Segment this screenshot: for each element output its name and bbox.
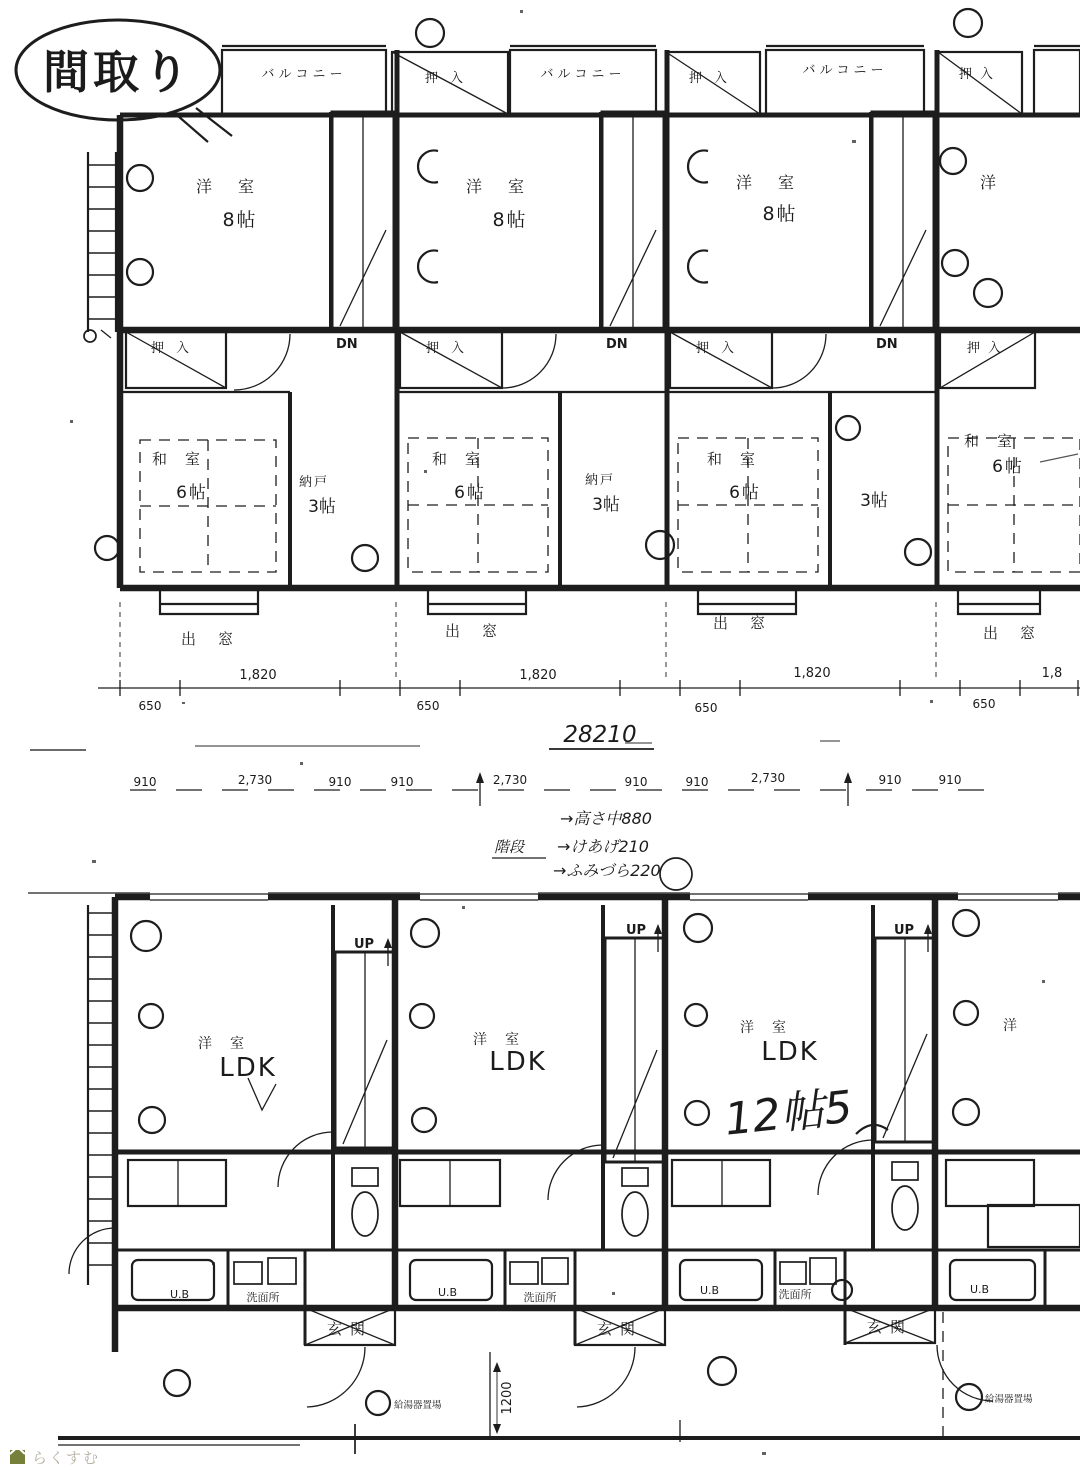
toilet-unit3 <box>892 1162 918 1230</box>
stair-notes <box>492 809 692 890</box>
storage-size-3: 3帖 <box>592 495 620 515</box>
entry-door-arc <box>937 1345 993 1401</box>
room-label-western: 洋室 <box>473 1032 537 1048</box>
bay-window-label: 出窓 <box>712 614 788 632</box>
balcony-3 <box>766 50 924 114</box>
balcony-label: バルコニー <box>540 67 626 82</box>
storage-label: 納戸 <box>584 473 616 488</box>
closet-label: 押入 <box>150 341 202 356</box>
door-arcs-1f <box>278 1132 873 1200</box>
dim-1820-partial: 1,8 <box>1041 666 1063 681</box>
equip-note: 給湯器置場 <box>985 1394 1033 1405</box>
entrance-label: 玄関 <box>596 1320 644 1338</box>
entry-door-arc <box>577 1347 635 1407</box>
door-arc <box>772 334 826 388</box>
ldk-size-handwritten: 12帖5 <box>722 1081 855 1146</box>
dim-910: 910 <box>328 775 352 789</box>
bay-window-label: 出窓 <box>982 624 1058 642</box>
note-heading: 階段 <box>494 838 525 856</box>
note-tread: →ふみづら220 <box>553 861 661 880</box>
dim-650: 650 <box>416 699 440 713</box>
bathtub-unit4 <box>950 1260 1035 1300</box>
mid-closets-2f <box>126 332 1035 390</box>
up-label: UP <box>894 923 915 938</box>
page-title: 間取り <box>43 45 193 99</box>
first-floor-plan <box>28 891 1080 1454</box>
room-label-western-partial: 洋 <box>1003 1018 1017 1034</box>
dn-label: DN <box>336 337 358 352</box>
room-size-6: 6帖 <box>729 483 761 503</box>
watermark-brand: らくすむ <box>32 1449 101 1467</box>
entrances <box>305 1308 993 1407</box>
note-height: →高さ中880 <box>560 809 652 828</box>
dim-1820: 1,820 <box>793 666 831 681</box>
entrance-label: 玄関 <box>326 1320 374 1338</box>
unit-bath-label: U.B <box>700 1284 720 1297</box>
room-label-japanese: 和室 <box>431 450 499 468</box>
ground-line <box>58 1420 1080 1454</box>
unit-bath-label: U.B <box>170 1288 190 1301</box>
title-bubble <box>16 20 232 142</box>
dim-910: 910 <box>938 773 962 787</box>
dim-910: 910 <box>390 775 414 789</box>
porch-annotations <box>366 1312 1033 1436</box>
dim-910: 910 <box>624 775 648 789</box>
note-riser: →けあげ210 <box>557 837 649 856</box>
room-size-8: 8帖 <box>762 203 798 225</box>
balcony-4-partial <box>1034 50 1080 114</box>
room-label-western: 洋室 <box>198 1036 262 1052</box>
dim-2730: 2,730 <box>492 773 528 787</box>
washroom-label: 洗面所 <box>523 1291 557 1304</box>
entry-door-arc <box>307 1347 365 1407</box>
western-rooms-2f <box>196 173 996 231</box>
dim-910: 910 <box>133 775 157 789</box>
closet-label: 押入 <box>958 67 1002 82</box>
dim-650: 650 <box>138 699 162 713</box>
bathtub-unit3 <box>680 1260 762 1300</box>
dim-650: 650 <box>972 697 996 711</box>
room-label-ldk: LDK <box>219 1053 277 1083</box>
toilet-unit1 <box>352 1168 378 1236</box>
equip-circle <box>366 1391 390 1415</box>
toilet-unit2 <box>622 1168 648 1236</box>
unit-bath-label: U.B <box>970 1283 990 1296</box>
dim-910: 910 <box>685 775 709 789</box>
room-size-6: 6帖 <box>176 483 208 503</box>
room-label-ldk: LDK <box>489 1047 547 1077</box>
storage-label: 納戸 <box>298 475 330 490</box>
room-label-western-partial: 洋 <box>979 173 997 192</box>
dim-650: 650 <box>694 701 718 715</box>
washroom-label: 洗面所 <box>778 1288 812 1301</box>
dim-1820: 1,820 <box>239 668 277 683</box>
room-label-ldk: LDK <box>761 1037 819 1067</box>
door-arc <box>234 334 290 390</box>
closet-label: 押入 <box>424 71 476 86</box>
unit-bath-label: U.B <box>438 1286 458 1299</box>
up-label: UP <box>354 937 375 952</box>
balcony-strip <box>222 46 1080 114</box>
room-label-japanese: 和室 <box>151 450 219 468</box>
entrance-label: 玄関 <box>866 1318 914 1336</box>
dim-total-handwritten: 28210 <box>563 722 637 748</box>
house-icon <box>10 1447 25 1464</box>
room-size-6: 6帖 <box>992 457 1024 477</box>
balcony-label: バルコニー <box>261 67 347 82</box>
dim-1820: 1,820 <box>519 668 557 683</box>
bay-windows-2f <box>160 588 1057 648</box>
room-label-western: 洋室 <box>195 177 281 196</box>
door-arc <box>502 334 556 388</box>
closet-label: 押入 <box>695 341 747 356</box>
equip-note: 給湯器置場 <box>394 1400 442 1411</box>
dn-label: DN <box>606 337 628 352</box>
exterior-stair-2f <box>84 152 116 342</box>
room-label-western: 洋室 <box>740 1020 804 1036</box>
second-floor-plan <box>84 9 1080 648</box>
dim-910: 910 <box>878 773 902 787</box>
closet-label: 押入 <box>966 341 1010 356</box>
dim-2730: 2,730 <box>750 771 786 785</box>
room-label-western: 洋室 <box>465 177 551 196</box>
storage-size-3: 3帖 <box>860 491 888 511</box>
circles-2f <box>95 9 1002 571</box>
stairs-2f <box>332 112 934 352</box>
up-label: UP <box>626 923 647 938</box>
room-label-japanese: 和室 <box>706 450 774 468</box>
scan-noise <box>30 10 1078 1455</box>
dn-label: DN <box>876 337 898 352</box>
balcony-label: バルコニー <box>802 63 888 78</box>
closet-label: 押入 <box>425 341 477 356</box>
room-size-6: 6帖 <box>454 483 486 503</box>
dim-2730: 2,730 <box>237 773 273 787</box>
room-label-japanese: 和室 <box>963 432 1031 450</box>
bay-window-label: 出窓 <box>444 622 520 640</box>
porch-dim-1200: 1200 <box>500 1381 515 1415</box>
closet-label: 押入 <box>688 71 740 86</box>
balcony-2 <box>510 50 656 114</box>
room-label-western: 洋室 <box>735 173 821 192</box>
note-circle <box>660 858 692 890</box>
watermark <box>10 1447 100 1467</box>
room-size-8: 8帖 <box>492 209 528 231</box>
exterior-stair-1f <box>69 905 116 1285</box>
storage-size-3: 3帖 <box>308 497 336 517</box>
top-closets-2f <box>392 52 1022 114</box>
room-size-8: 8帖 <box>222 209 258 231</box>
balcony-1 <box>222 50 386 114</box>
washroom-label: 洗面所 <box>246 1291 280 1304</box>
bay-window-label: 出窓 <box>180 630 256 648</box>
dim-arrows <box>476 772 852 806</box>
ldk-rooms <box>198 1018 1017 1146</box>
equip-circle <box>956 1384 982 1410</box>
